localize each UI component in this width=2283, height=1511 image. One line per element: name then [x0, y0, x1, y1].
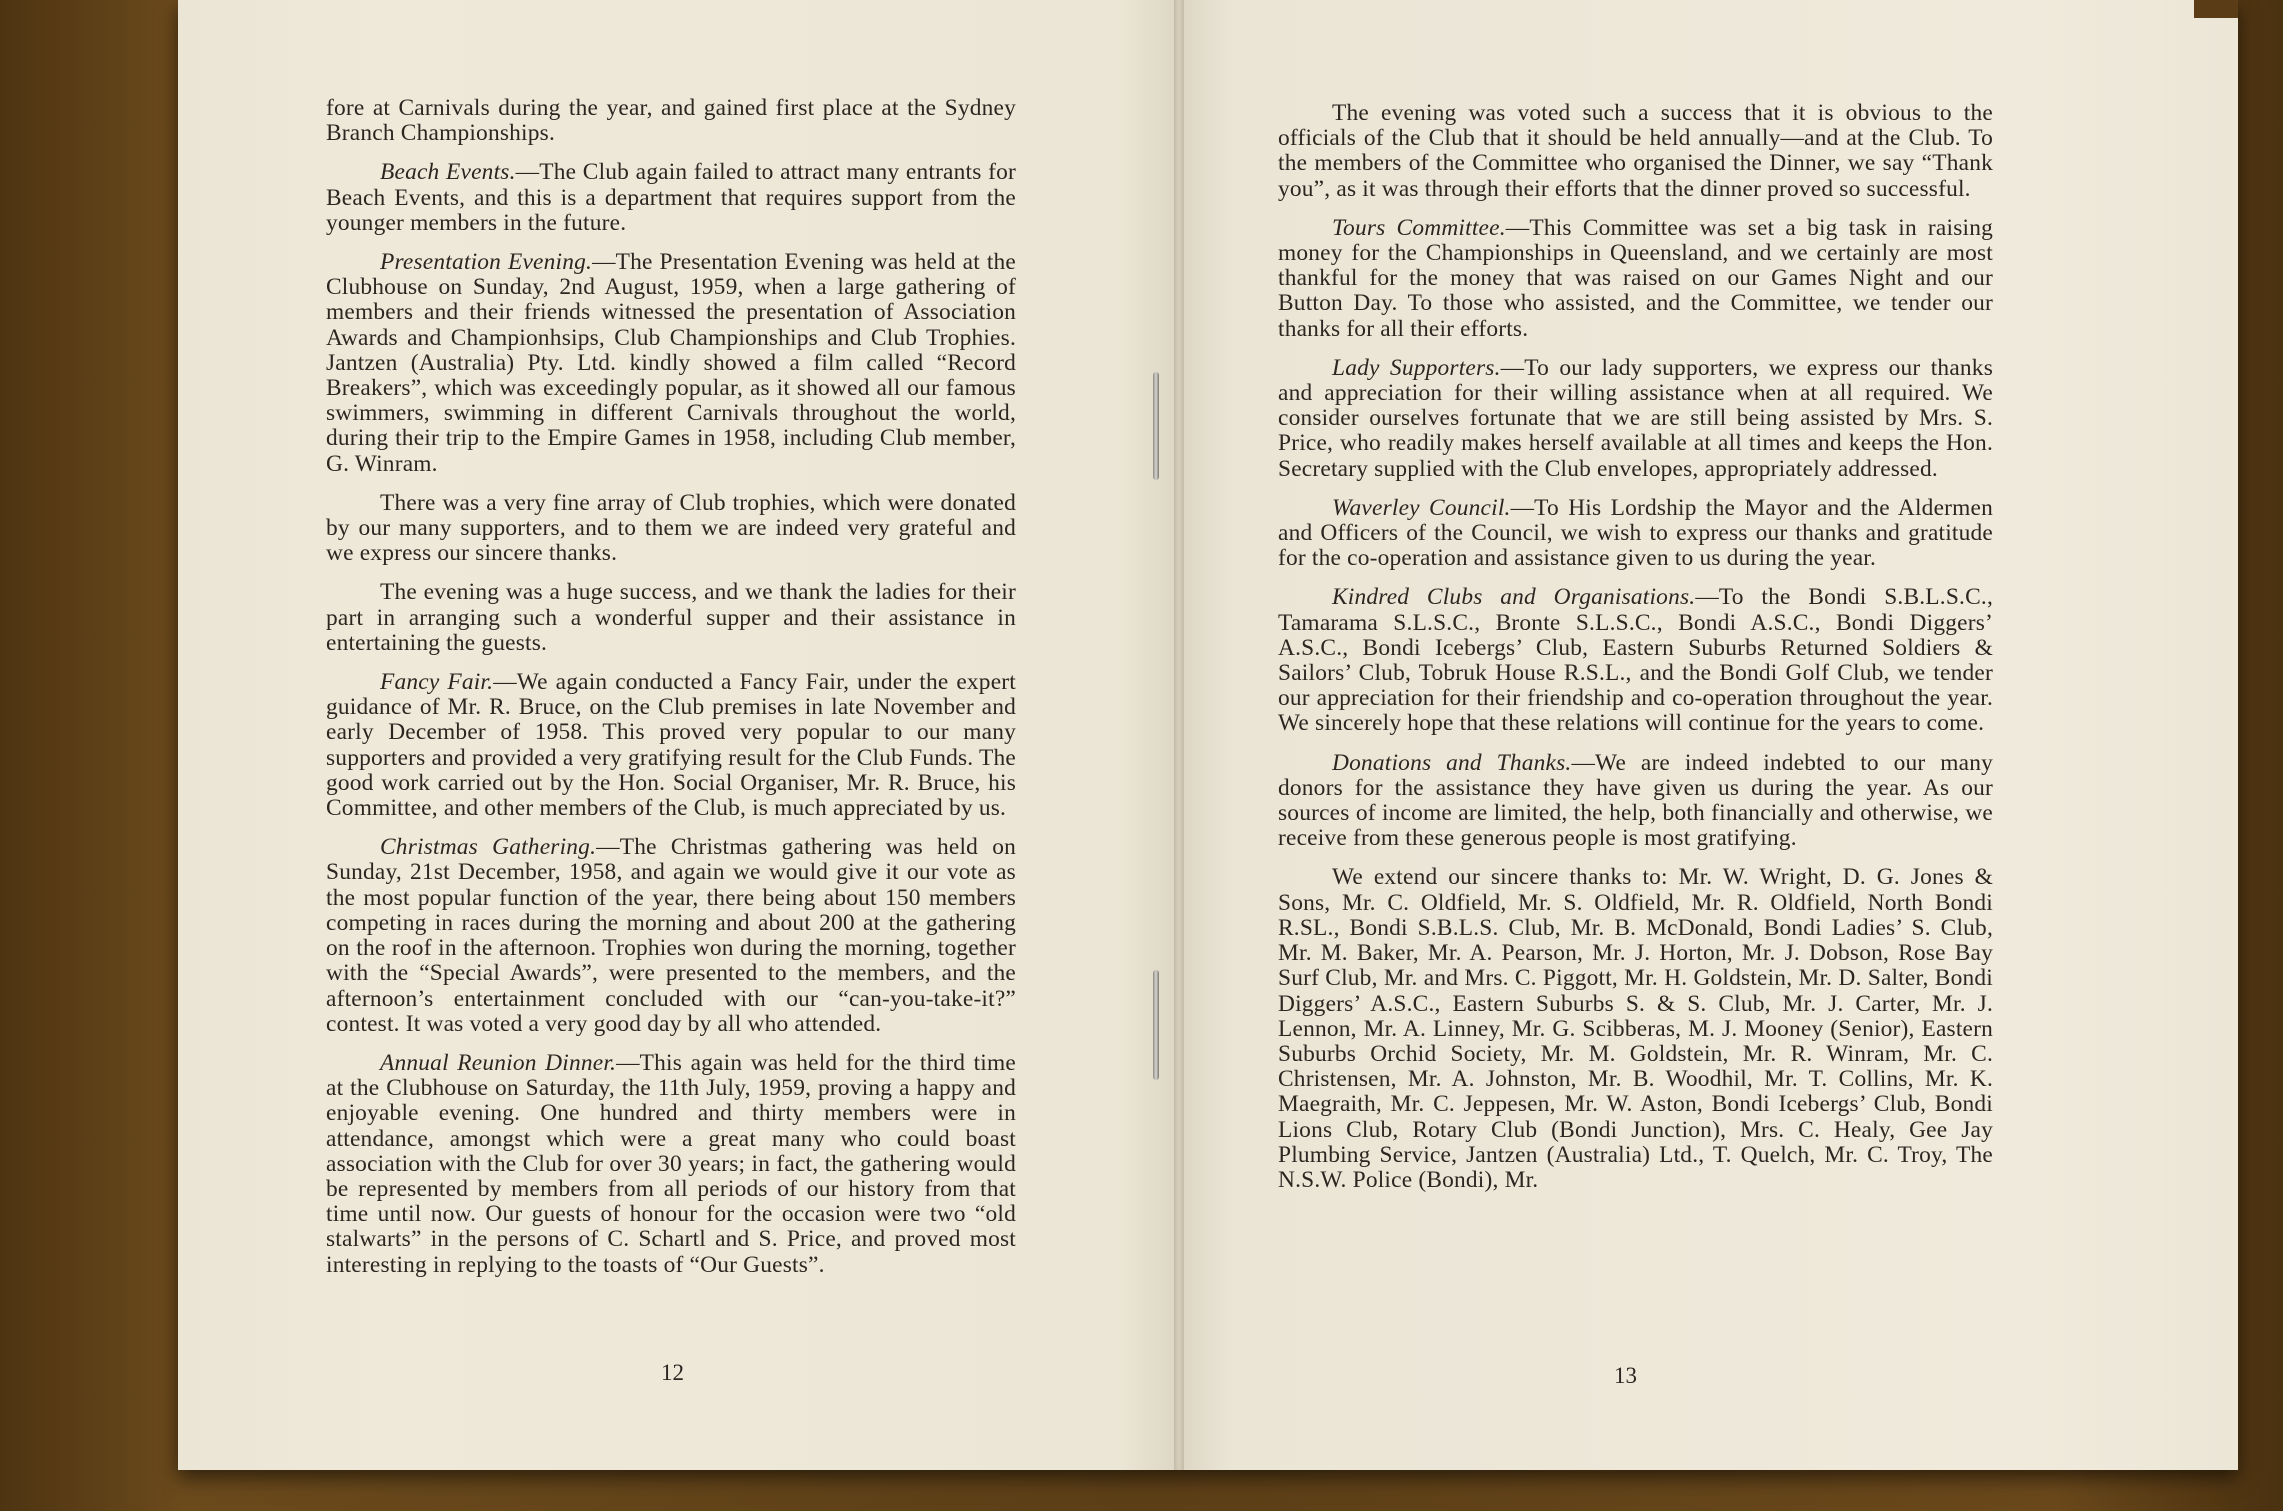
- paragraph-heading: Presentation Evening.: [380, 249, 593, 276]
- paragraph: [1278, 865, 1993, 1193]
- paragraph-text: The evening was voted such a success that it is obvious to the officials of the Club that it should be held annually—and at the Club. To the members of the Committee who organised the Dinner, we say “Thank you”, as it was through their efforts that the dinner proved so successful.: [1278, 100, 1993, 202]
- lower-staple: [1153, 970, 1159, 1080]
- paragraph-heading: Donations and Thanks.: [1332, 749, 1572, 776]
- paragraph-text: We extend our sincere thanks to: Mr. W. Wright, D. G. Jones & Sons, Mr. C. Oldfield, Mr. S. Oldfield, Mr. R. Oldfield, North Bondi R.SL., Bondi S.B.L.S. Club, Mr. B. McDonald, Bondi Ladies’ S. Club, Mr. M. Baker, Mr. A. Pearson, Mr. J. Horton, Mr. J. Dobson, Rose Bay Surf Club, Mr. and Mrs. C. Piggott, Mr. H. Goldstein, Mr. D. Salter, Bondi Diggers’ A.S.C., Eastern Suburbs S. & S. Club, Mr. J. Carter, Mr. J. Lennon, Mr. A. Linney, Mr. G. Scibberas, M. J. Mooney (Senior), Eastern Suburbs Orchid Society, Mr. M. Goldstein, Mr. R. Winram, Mr. C. Christensen, Mr. A. Johnston, Mr. B. Woodhil, Mr. T. Collins, Mr. K. Maegraith, Mr. C. Jeppesen, Mr. W. Aston, Bondi Icebergs’ Club, Bondi Lions Club, Rotary Club (Bondi Junction), Mrs. C. Healy, Gee Jay Plumbing Service, Jantzen (Australia) Ltd., T. Quelch, Mr. C. Troy, The N.S.W. Police (Bondi), Mr.: [1278, 864, 1993, 1193]
- paragraph: [326, 491, 1016, 567]
- paragraph: [326, 835, 1016, 1037]
- paragraph-heading: Tours Committee.: [1332, 214, 1506, 241]
- paragraph: [1278, 585, 1993, 736]
- paragraph: [1278, 101, 1993, 202]
- paragraph: [1278, 496, 1993, 572]
- paragraph-heading: Waverley Council.: [1332, 494, 1511, 521]
- paragraph-heading: Fancy Fair.: [380, 669, 494, 696]
- paragraph: [326, 670, 1016, 821]
- paragraph: [326, 96, 1016, 146]
- paragraph: [326, 1051, 1016, 1278]
- paragraph: [326, 160, 1016, 236]
- paragraph-heading: Kindred Clubs and Organisations.: [1332, 584, 1696, 611]
- paragraph: [326, 250, 1016, 477]
- paragraph-text: There was a very fine array of Club trophies, which were donated by our many supporters, and to them we are indeed very grateful and we express our sincere thanks.: [326, 489, 1016, 567]
- corner-fold: [2194, 0, 2238, 18]
- paragraph-text: —This Committee was set a big task in raising money for the Championships in Queensland, and we certainly are most thankful for the money that was raised on our Games Night and our Button Day. To those who assisted, and the Committee, we tender our thanks for all their efforts.: [1278, 214, 1993, 342]
- paragraph-text: —The Christmas gathering was held on Sunday, 21st December, 1958, and again we would give it our vote as the most popular function of the year, there being about 150 members competing in races during the morning and about 200 at the gathering on the roof in the afternoon. Trophies won during the morning, together with the “Special Awards”, were presented to the members, and the afternoon’s entertainment concluded with our “can-you-take-it?” contest. It was voted a very good day by all who attended.: [326, 834, 1016, 1037]
- booklet-spread: [178, 0, 2238, 1470]
- left-page: [178, 0, 1178, 1470]
- paragraph: [1278, 216, 1993, 342]
- paragraph-text: fore at Carnivals during the year, and gained first place at the Sydney Branch Championships.: [326, 95, 1016, 147]
- paragraph-text: —To our lady supporters, we express our thanks and appreciation for their willing assistance when at all required. We consider ourselves fortunate that we are still being assisted by Mrs. S. Price, who readily makes herself available at all times and keeps the Hon. Secretary supplied with the Club envelopes, appropriately addressed.: [1278, 354, 1993, 482]
- left-page-number: 12: [661, 1360, 684, 1385]
- paragraph-heading: Christmas Gathering.: [380, 834, 597, 861]
- paragraph: [1278, 751, 1993, 852]
- paragraph-text: The evening was a huge success, and we thank the ladies for their part in arranging such a wonderful supper and their assistance in entertaining the guests.: [326, 579, 1016, 656]
- upper-staple: [1153, 372, 1159, 480]
- paragraph-text: —The Presentation Evening was held at the Clubhouse on Sunday, 2nd August, 1959, when a large gathering of members and their friends witnessed the presentation of Association Awards and Championhsips, Club Championships and Club Trophies. Jantzen (Australia) Pty. Ltd. kindly showed a film called “Record Breakers”, which was exceedingly popular, as it showed all our famous swimmers, swimming in different Carnivals throughout the world, during their trip to the Empire Games in 1958, including Club member, G. Winram.: [326, 249, 1016, 477]
- right-page: [1178, 0, 2238, 1470]
- left-page-text: [326, 96, 1016, 1292]
- paragraph-heading: Annual Reunion Dinner.: [380, 1049, 617, 1076]
- paragraph-text: —To His Lordship the Mayor and the Aldermen and Officers of the Council, we wish to express our thanks and gratitude for the co-operation and assistance given to us during the year.: [1278, 494, 1994, 572]
- paragraph-text: —We are indeed indebted to our many donors for the assistance they have given us during the year. As our sources of income are limited, the help, both financially and otherwise, we receive from these generous people is most gratifying.: [1278, 749, 1993, 852]
- paragraph-text: —The Club again failed to attract many entrants for Beach Events, and this is a department that requires support from the younger members in the future.: [326, 159, 1016, 236]
- paragraph-text: —To the Bondi S.B.L.S.C., Tamarama S.L.S.C., Bronte S.L.S.C., Bondi A.S.C., Bondi Diggers’ A.S.C., Bondi Icebergs’ Club, Eastern Suburbs Returned Soldiers & Sailors’ Club, Tobruk House R.S.L., and the Bondi Golf Club, we tender our appreciation for their friendship and co-operation throughout the year. We sincerely hope that these relations will continue for the years to come.: [1278, 584, 1993, 737]
- paragraph: [1278, 356, 1993, 482]
- paragraph-text: —We again conducted a Fancy Fair, under the expert guidance of Mr. R. Bruce, on the Club premises in late November and early December of 1958. This proved very popular to our many supporters and provided a very gratifying result for the Club Funds. The good work carried out by the Hon. Social Organiser, Mr. R. Bruce, his Committee, and other members of the Club, is much appreciated by us.: [326, 669, 1016, 822]
- right-page-number: 13: [1614, 1363, 1637, 1388]
- spine-fold: [1174, 0, 1184, 1470]
- right-page-text: [1278, 101, 1993, 1207]
- paragraph: [326, 580, 1016, 656]
- paragraph-heading: Lady Supporters.: [1332, 354, 1501, 381]
- paragraph-text: —This again was held for the third time at the Clubhouse on Saturday, the 11th July, 1959, proving a happy and enjoyable evening. One hundred and thirty members were in attendance, amongst which were a great many who could boast association with the Club for over 30 years; in fact, the gathering would be represented by members from all periods of our history from that time until now. Our guests of honour for the occasion were two “old stalwarts” in the persons of C. Schartl and S. Price, and proved most interesting in replying to the toasts of “Our Guests”.: [326, 1049, 1016, 1278]
- paragraph-heading: Beach Events.: [380, 159, 516, 186]
